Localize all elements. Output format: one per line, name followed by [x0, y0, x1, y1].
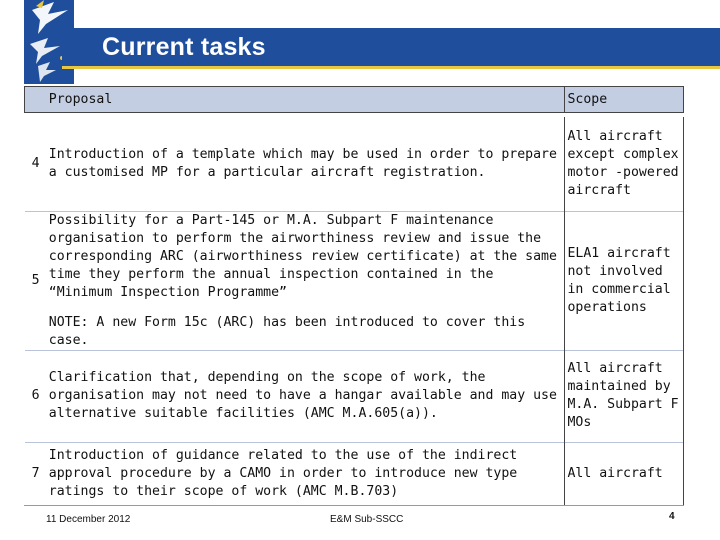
row-scope: All aircraft — [565, 443, 684, 505]
row-proposal: Possibility for a Part-145 or M.A. Subpart F maintenance organisation to perform the airworthiness review and issue the corresponding ARC (airworthiness review certificate) at the same time they perform the annual inspection contained in the “Minimum Inspection Programme” — [48, 212, 557, 300]
row-proposal-cell — [47, 212, 565, 351]
footer-date: 11 December 2012 — [46, 514, 131, 525]
row-note: NOTE: A new Form 15c (ARC) has been introduced to cover this case. — [48, 314, 526, 348]
page-number: 4 — [669, 511, 675, 522]
row-number: 4 — [31, 155, 40, 171]
table-row — [25, 443, 684, 505]
footer-divider — [24, 505, 684, 506]
footer-meeting: E&M Sub-SSCC — [330, 514, 404, 525]
header-underline — [62, 66, 720, 69]
row-scope: ELA1 aircraft not involved in commercial operations — [565, 212, 684, 351]
table-header-row — [25, 87, 684, 113]
row-number: 5 — [31, 272, 40, 288]
row-number: 7 — [31, 466, 40, 481]
table-row — [25, 212, 684, 351]
header-num-cell — [25, 87, 47, 113]
table-row — [25, 117, 684, 211]
header-scope: Scope — [565, 87, 684, 113]
row-number: 6 — [31, 388, 40, 404]
row-scope: All aircraft maintained by M.A. Subpart F MOs — [565, 351, 684, 443]
row-proposal: Clarification that, depending on the scope of work, the organisation may not need to have a hangar available and may use alternative suitable facilities (AMC M.A.605(a)). — [47, 351, 565, 443]
row-proposal: Introduction of guidance related to the use of the indirect approval procedure by a CAMO in order to introduce new type ratings to their scope of work (AMC M.B.703) — [47, 443, 565, 505]
row-scope: All aircraft except complex motor -powered aircraft — [565, 117, 684, 211]
row-proposal: Introduction of a template which may be used in order to prepare a customised MP for a particular aircraft registration. — [47, 117, 565, 211]
header-proposal: Proposal — [47, 87, 565, 113]
page-title: Current tasks — [102, 33, 266, 61]
tasks-table — [24, 86, 684, 505]
table-row — [25, 351, 684, 443]
